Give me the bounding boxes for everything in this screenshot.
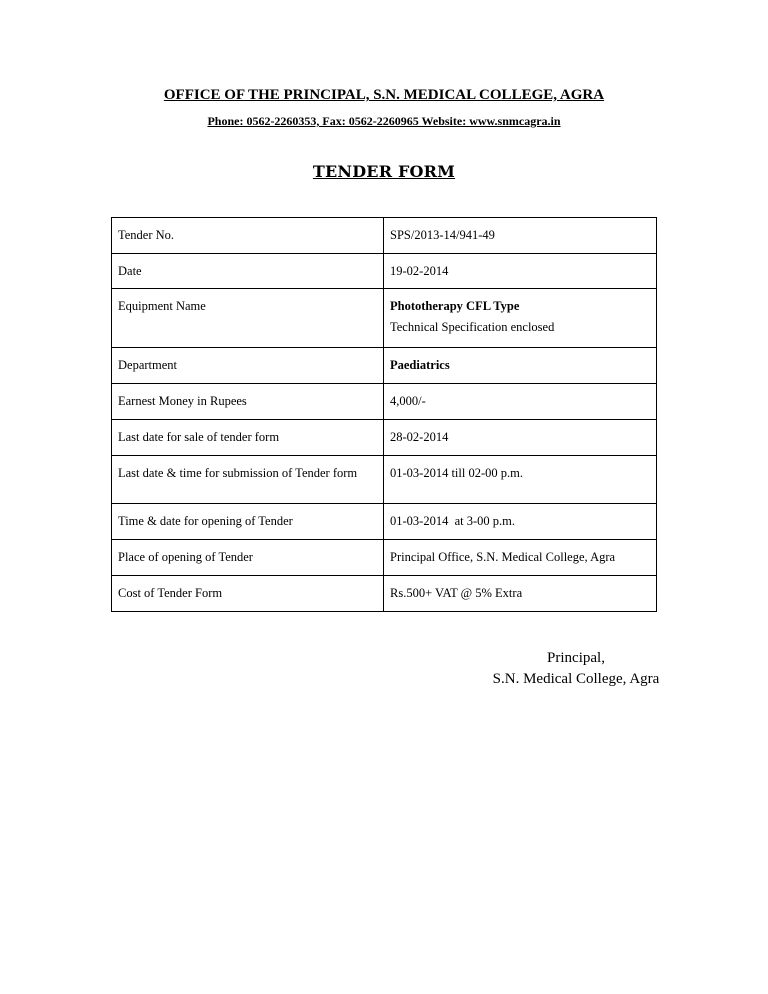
row-label: Date: [112, 254, 384, 289]
signature-block: [476, 648, 676, 690]
row-value: [384, 289, 657, 348]
form-title: TENDER FORM: [312, 162, 456, 181]
row-label: Last date for sale of tender form: [112, 420, 384, 456]
row-value: 01-03-2014 at 3-00 p.m.: [384, 504, 657, 540]
row-value: Rs.500+ VAT @ 5% Extra: [384, 576, 657, 612]
table-row: [112, 218, 657, 254]
row-label: Earnest Money in Rupees: [112, 384, 384, 420]
table-row: [112, 540, 657, 576]
row-value: 4,000/-: [384, 384, 657, 420]
row-value: Principal Office, S.N. Medical College, Agra: [384, 540, 657, 576]
equipment-name: Phototherapy CFL Type: [390, 299, 520, 313]
row-label: Equipment Name: [112, 289, 384, 348]
row-value: Paediatrics: [384, 348, 657, 384]
row-label: Department: [112, 348, 384, 384]
office-heading: OFFICE OF THE PRINCIPAL, S.N. MEDICAL COLLEGE, AGRA: [163, 87, 605, 103]
equipment-note: Technical Specification enclosed: [390, 320, 555, 334]
row-value: 28-02-2014: [384, 420, 657, 456]
table-row: [112, 348, 657, 384]
table-row: [112, 384, 657, 420]
contact-line: Phone: 0562-2260353, Fax: 0562-2260965 Website: www.snmcagra.in: [207, 114, 561, 128]
signatory-institution: S.N. Medical College, Agra: [492, 671, 660, 687]
row-label: Cost of Tender Form: [112, 576, 384, 612]
row-label: Last date & time for submission of Tender form: [112, 456, 384, 504]
tender-details-table: [111, 217, 657, 612]
row-value: SPS/2013-14/941-49: [384, 218, 657, 254]
table-row: [112, 576, 657, 612]
row-value: 01-03-2014 till 02-00 p.m.: [384, 456, 657, 504]
table-row: [112, 254, 657, 289]
row-value: 19-02-2014: [384, 254, 657, 289]
signatory-title: Principal,: [547, 650, 605, 666]
table-row: [112, 504, 657, 540]
row-label: Tender No.: [112, 218, 384, 254]
table-row: [112, 289, 657, 348]
table-row: [112, 456, 657, 504]
table-row: [112, 420, 657, 456]
row-label: Time & date for opening of Tender: [112, 504, 384, 540]
row-label: Place of opening of Tender: [112, 540, 384, 576]
